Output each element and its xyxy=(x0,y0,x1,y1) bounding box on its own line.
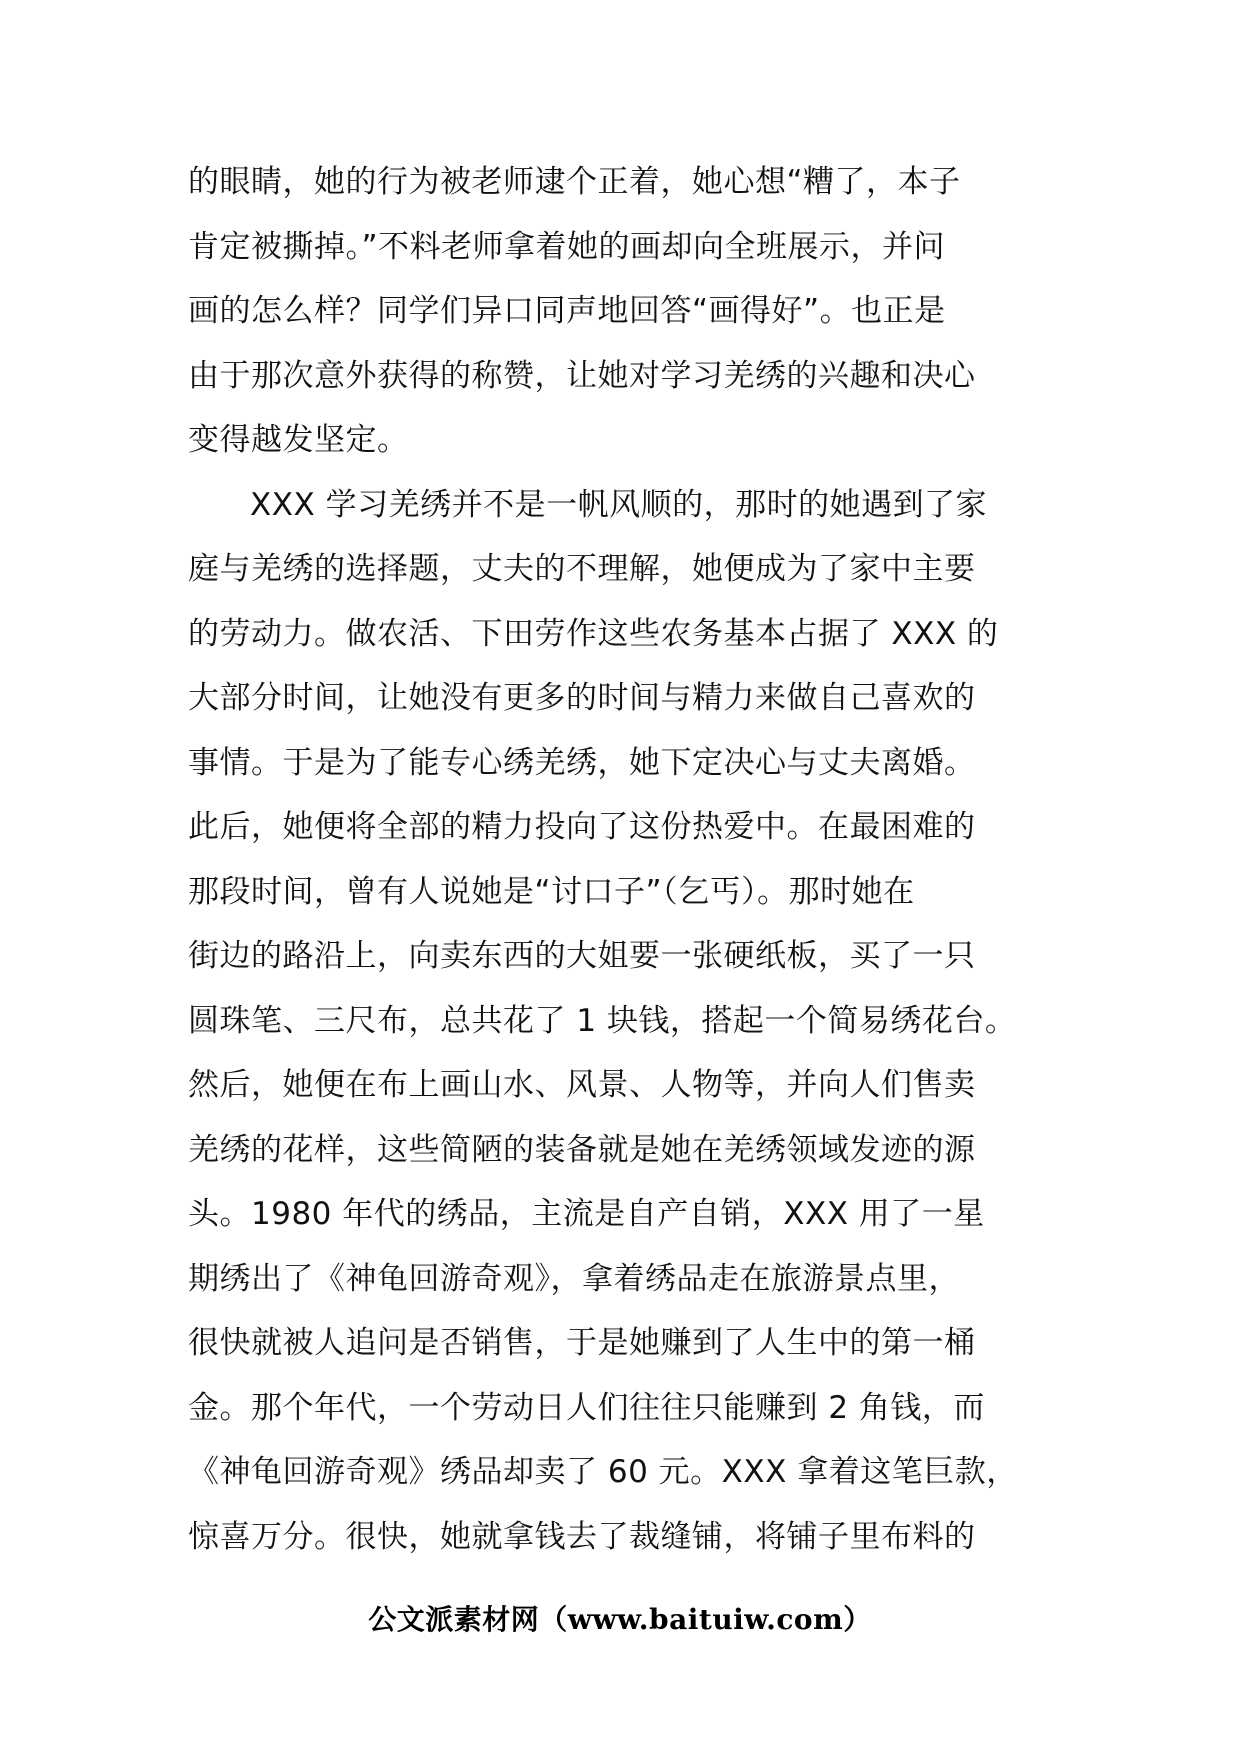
page-footer-watermark: 公文派素材网（www.baituiw.com） xyxy=(368,1603,872,1636)
text-line: 大部分时间，让她没有更多的时间与精力来做自己喜欢的 xyxy=(188,680,976,716)
text-line: 然后，她便在布上画山水、风景、人物等，并向人们售卖 xyxy=(188,1067,976,1103)
text-line: 羌绣的花样，这些简陋的装备就是她在羌绣领域发迹的源 xyxy=(188,1131,976,1168)
text-line: 画的怎么样？同学们异口同声地回答“画得好”。也正是 xyxy=(188,293,946,329)
text-line: XXX 学习羌绣并不是一帆风顺的，那时的她遇到了家 xyxy=(250,486,988,523)
text-line: 此后，她便将全部的精力投向了这份热爱中。在最困难的 xyxy=(188,809,976,845)
text-line: 变得越发坚定。 xyxy=(188,422,409,458)
document-body xyxy=(188,150,1068,1569)
text-line: 那段时间，曾有人说她是“讨口子”（乞丐）。那时她在 xyxy=(188,873,915,910)
text-line: 由于那次意外获得的称赞，让她对学习羌绣的兴趣和决心 xyxy=(188,357,976,394)
text-line: 的眼睛，她的行为被老师逮个正着，她心想“糟了，本子 xyxy=(188,164,961,200)
paragraph-2 xyxy=(188,473,1068,1570)
text-line: 《神龟回游奇观》绣品却卖了 60 元。XXX 拿着这笔巨款， xyxy=(188,1454,1018,1490)
text-line: 头。1980 年代的绣品，主流是自产自销，XXX 用了一星 xyxy=(188,1196,985,1232)
text-line: 事情。于是为了能专心绣羌绣，她下定决心与丈夫离婚。 xyxy=(188,744,976,781)
text-line: 期绣出了《神龟回游奇观》，拿着绣品走在旅游景点里， xyxy=(188,1260,960,1297)
text-line: 圆珠笔、三尺布，总共花了 1 块钱，搭起一个简易绣花台。 xyxy=(188,1002,1017,1039)
text-line: 很快就被人追问是否销售，于是她赚到了人生中的第一桶 xyxy=(188,1325,976,1361)
text-line: 庭与羌绣的选择题，丈夫的不理解，她便成为了家中主要 xyxy=(188,551,976,587)
text-line: 街边的路沿上，向卖东西的大姐要一张硬纸板，买了一只 xyxy=(188,938,976,974)
text-line: 肯定被撕掉。”不料老师拿着她的画却向全班展示，并问 xyxy=(188,228,946,265)
text-line: 的劳动力。做农活、下田劳作这些农务基本占据了 XXX 的 xyxy=(188,615,999,652)
paragraph-1 xyxy=(188,150,1068,473)
text-line: 金。那个年代，一个劳动日人们往往只能赚到 2 角钱，而 xyxy=(188,1389,985,1426)
text-line: 惊喜万分。很快，她就拿钱去了裁缝铺，将铺子里布料的 xyxy=(188,1518,976,1555)
